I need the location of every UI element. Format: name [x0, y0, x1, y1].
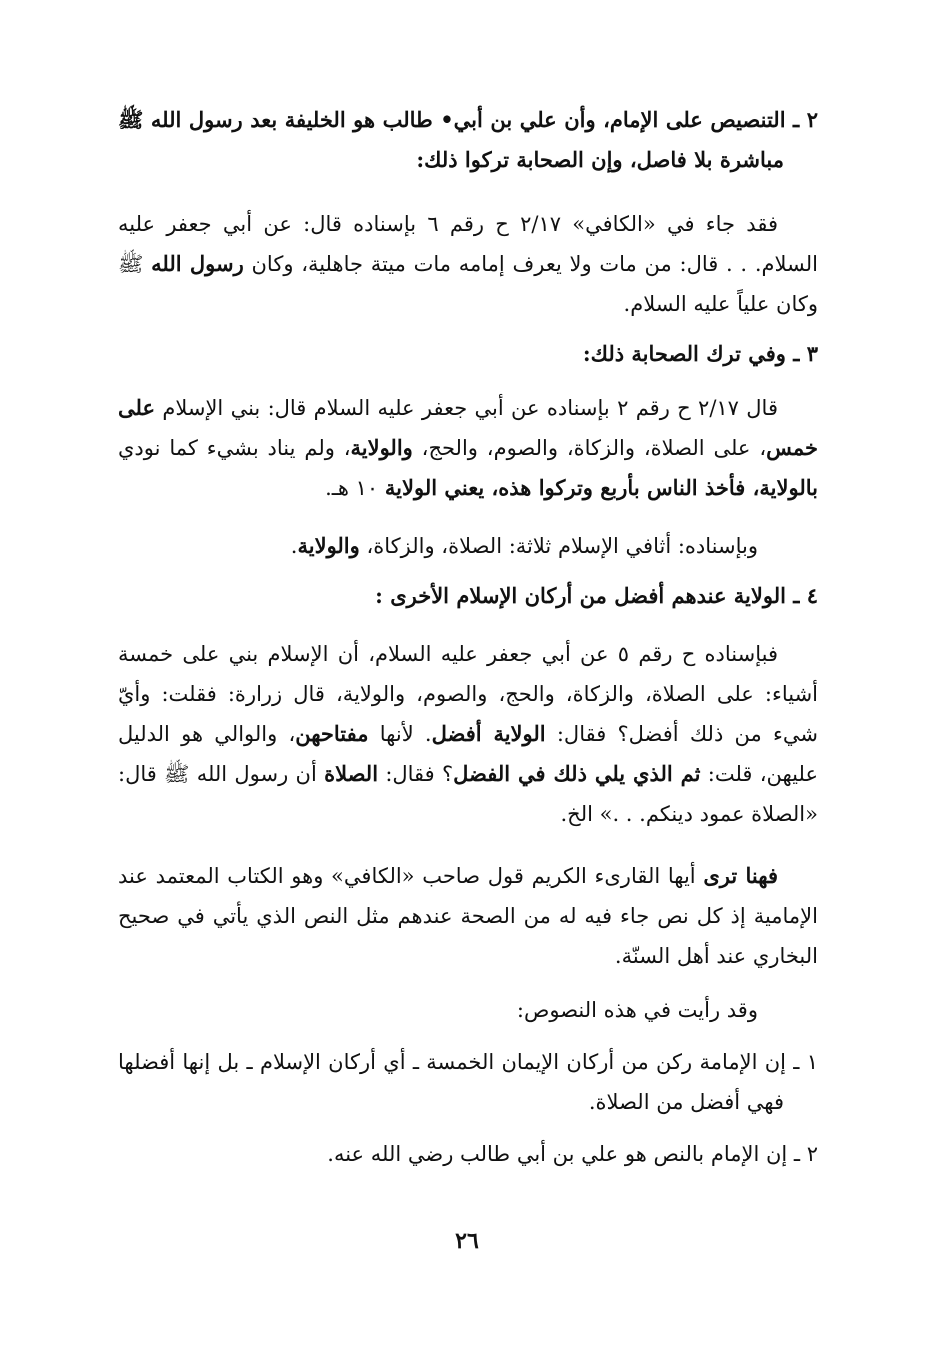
paragraph-zurara-narration [118, 634, 818, 834]
text-run: ، ولم يناد بشيء كما نودي [118, 436, 351, 460]
heading-point-3 [118, 334, 818, 374]
text-run: وبإسناده: أثافي الإسلام ثلاثة: الصلاة، والزكاة، [359, 534, 758, 558]
bold-text-run: فهنا ترى [703, 863, 778, 888]
bold-text-run: الولاية أفضل [431, 721, 546, 746]
text-run: . لأنها [368, 722, 432, 746]
text-run: أيها القارىء الكريم قول صاحب «الكافي» وهو الكتاب المعتمد عند الإمامية إذ كل نص جاء فيه له من الصحة عندهم مثل النص الذي يأتي في صحيح البخاري عند أهل السنّة. [118, 864, 818, 968]
text-run: قال ٢/١٧ ح رقم ٢ بإسناده عن أبي جعفر عليه السلام قال: بني الإسلام [155, 396, 778, 420]
text-run: وقد رأيت في هذه النصوص: [516, 998, 758, 1022]
heading-point-4 [118, 576, 818, 616]
page-number: ٢٦ [455, 1228, 479, 1254]
text-run: ، على الصلاة، والزكاة، والصوم، والحج، [412, 436, 767, 460]
bold-text-run: ٢ ـ التنصيص على الإمام، وأن علي بن أبي• طالب هو الخليفة بعد رسول الله ﷺ مباشرة بلا فاصل، وإن الصحابة تركوا ذلك: [118, 107, 818, 172]
bold-text-run: مفتاحهن [295, 721, 369, 746]
bold-text-run: على خمس [118, 395, 819, 460]
paragraph-three-pillars [118, 526, 818, 566]
list-item-2 [118, 1134, 818, 1174]
list-item-1 [118, 1042, 818, 1122]
paragraph-reader-commentary [118, 856, 818, 976]
bold-text-run: ثم الذي يلي ذلك في الفضل [453, 761, 701, 786]
heading-point-2 [118, 100, 818, 180]
paragraph-kafi-quote [118, 204, 818, 324]
text-run: ، والوالي هو الدليل عليهن، قلت: [118, 722, 818, 786]
paragraph-five-pillars [118, 388, 818, 508]
bold-text-run: بالولاية، فأخذ الناس بأربع وتركوا هذه، يعني الولاية [384, 475, 818, 500]
text-run: . [290, 534, 298, 558]
bold-text-run: ٤ ـ الولاية عندهم أفضل من أركان الإسلام الأخرى : [375, 583, 818, 608]
text-run: فقد جاء في «الكافي» ٢/١٧ ح رقم ٦ بإسناده قال: عن أبي جعفر عليه السلام. . . قال: من مات ولا يعرف إمامه مات ميتة جاهلية، وكان [118, 212, 818, 276]
bold-text-run: والولاية [350, 435, 413, 460]
text-run: ٢ ـ إن الإمام بالنص هو علي بن أبي طالب رضي الله عنه. [327, 1142, 818, 1166]
bold-text-run: رسول الله [151, 251, 244, 276]
text-run: ١ ـ إن الإمامة ركن من أركان الإيمان الخمسة ـ أي أركان الإسلام ـ بل إنها أفضلها فهي أفضل من الصلاة. [118, 1050, 818, 1114]
paragraph-observations-intro [118, 990, 818, 1030]
text-run: أن رسول الله ﷺ قال: «الصلاة عمود دينكم. . .» الخ. [118, 762, 818, 826]
bold-text-run: الصلاة [324, 761, 379, 786]
text-run: ؟ فقال: [378, 762, 454, 786]
bold-text-run: ٣ ـ وفي ترك الصحابة ذلك: [582, 341, 818, 366]
bold-text-run: والولاية [297, 533, 360, 558]
text-run: فبإسناده ح رقم ٥ عن أبي جعفر عليه السلام، أن الإسلام بني على خمسة أشياء: على الصلاة، والزكاة، والحج، والصوم، والولاية، قال زرارة: فقلت: وأيّ شيء من ذلك أفضل؟ فقال: [118, 642, 818, 746]
text-run: ﷺ وكان علياً عليه السلام. [118, 252, 818, 316]
text-run: ١٠ هـ. [325, 476, 385, 500]
